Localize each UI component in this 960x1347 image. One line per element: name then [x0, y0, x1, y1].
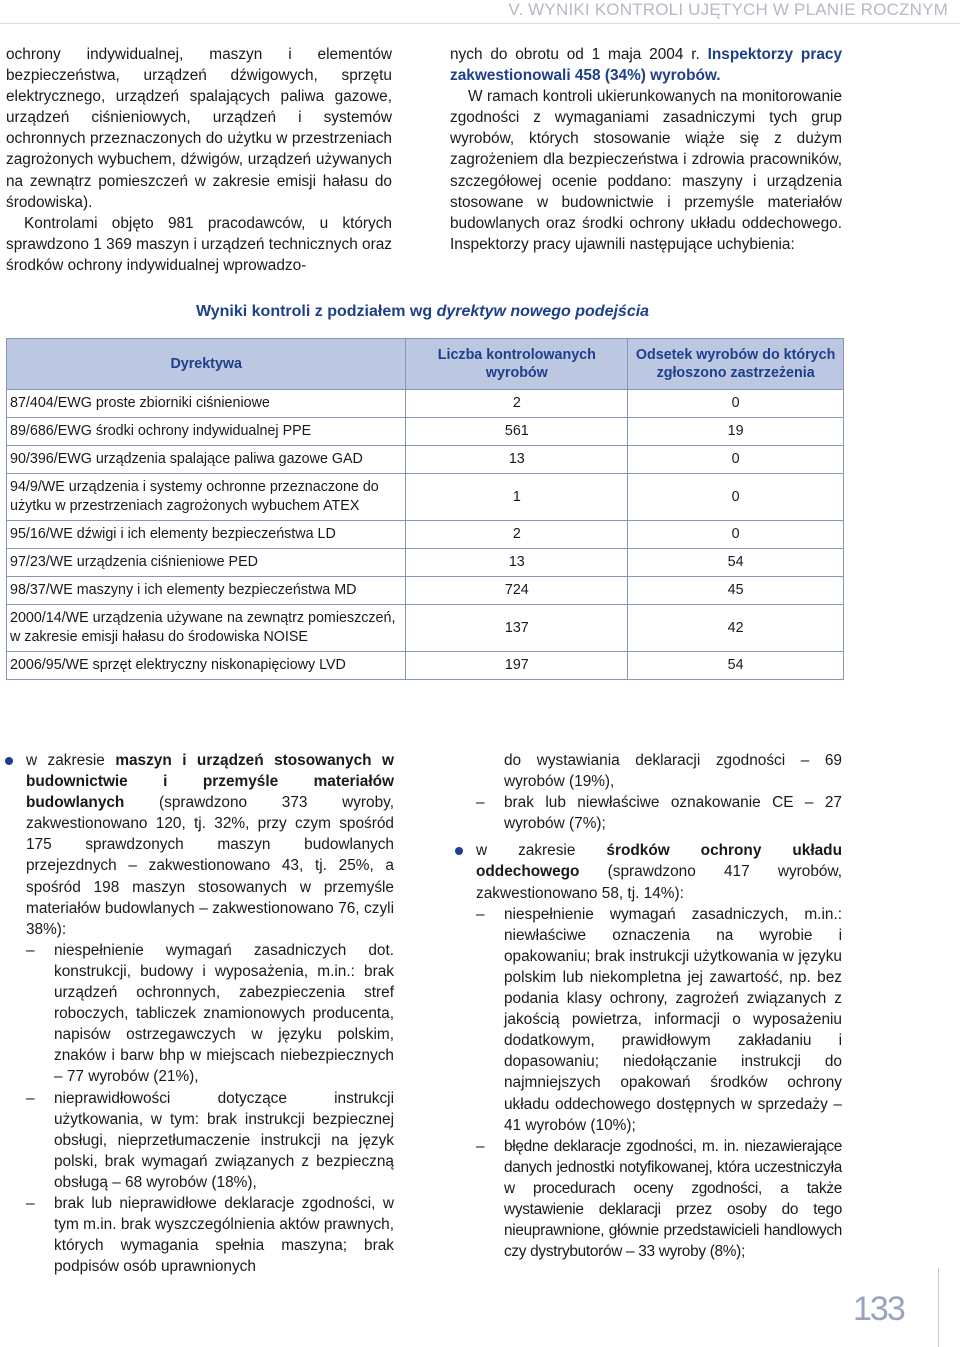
dash-item: – niespełnienie wymagań zasadniczych dot. konstrukcji, budowy i wyposażenia, m.in.: brak urządzeń ochronnych, zabezpieczenia stref roboczych, tabliczek znamionowych producenta, napisów ostrzegawczych w języku polskim, znaków i barw bhp w miejscach niebezpiecznych – 77 wyrobów (21%), [26, 940, 394, 1088]
directive-percent: 0 [628, 474, 844, 521]
bullet-machines-bold: maszyn i urządzeń stosowanych w budownictwie i przemyśle materiałów budowlanych [26, 752, 394, 812]
directive-percent: 0 [628, 521, 844, 549]
machines-dash-list [26, 940, 394, 1278]
directive-name: 2006/95/WE sprzęt elektryczny niskonapięciowy LVD [7, 652, 406, 680]
right-top-para1-bold: Inspektorzy pracy zakwestionowali 458 (34%) wyrobów. [450, 46, 843, 85]
table-title-italic: dyrektyw nowego podejścia [436, 303, 650, 320]
results-table [6, 338, 844, 680]
continuation-text: do wystawiania deklaracji zgodności – 69 wyrobów (19%), [504, 752, 842, 791]
directive-name: 98/37/WE maszyny i ich elementy bezpieczeństwa MD [7, 577, 406, 605]
right-top-para2: W ramach kontroli ukierunkowanych na monitorowanie zgodności z wymaganiami zasadniczymi tych grup wyrobów, których stosowanie wiąże się z dużym zagrożeniem dla bezpieczeństwa i zdrowia pracowników, szczegółowej ocenie poddano: maszyny i urządzenia stosowane w budownictwie i przemyśle materiałów budowlanych oraz środki ochrony układu oddechowego. Inspektorzy pracy ujawnili następujące uchybienia: [450, 88, 842, 253]
table-title [0, 303, 845, 321]
page-number-rule [938, 1268, 939, 1347]
directive-percent: 0 [628, 390, 844, 418]
header-rule [0, 23, 960, 24]
table-row [7, 390, 844, 418]
directive-name: 87/404/EWG proste zbiorniki ciśnieniowe [7, 390, 406, 418]
page-number: 133 [853, 1290, 904, 1328]
directive-percent: 42 [628, 605, 844, 652]
dash-item: – brak lub nieprawidłowe deklaracje zgodności, w tym m.in. brak wyszczególnienia aktów prawnych, których wymagania spełnia maszyna; brak podpisów osób uprawnionych [26, 1193, 394, 1277]
bullet-respiratory [456, 840, 842, 1262]
bullet-machines [6, 750, 394, 1277]
directive-count: 13 [406, 446, 628, 474]
right-bullet-list [456, 840, 842, 1262]
dash-item: – brak lub niewłaściwe oznakowanie CE – 27 wyrobów (7%); [476, 792, 842, 834]
right-top-column [450, 44, 842, 255]
table-row [7, 652, 844, 680]
bullet-respiratory-plain2: (sprawdzono 417 wyrobów, zakwestionowano 58, tj. 14%): [476, 863, 842, 902]
directive-name: 95/16/WE dźwigi i ich elementy bezpieczeństwa LD [7, 521, 406, 549]
directive-count: 2 [406, 521, 628, 549]
left-top-column [6, 44, 392, 276]
directive-name: 2000/14/WE urządzenia używane na zewnątrz pomieszczeń, w zakresie emisji hałasu do środowiska NOISE [7, 605, 406, 652]
directive-name: 94/9/WE urządzenia i systemy ochronne przeznaczone do użytku w przestrzeniach zagrożonych wybuchem ATEX [7, 474, 406, 521]
respiratory-dash-list [476, 904, 842, 1263]
directive-name: 90/396/EWG urządzenia spalające paliwa gazowe GAD [7, 446, 406, 474]
directive-count: 561 [406, 418, 628, 446]
directive-percent: 19 [628, 418, 844, 446]
directive-count: 137 [406, 605, 628, 652]
directive-name: 89/686/EWG środki ochrony indywidualnej PPE [7, 418, 406, 446]
directive-count: 724 [406, 577, 628, 605]
right-top-para1-plain: nych do obrotu od 1 maja 2004 r. [450, 46, 708, 63]
directive-percent: 54 [628, 549, 844, 577]
right-top-para1 [450, 44, 842, 86]
header-directive: Dyrektywa [7, 339, 406, 390]
directive-percent: 45 [628, 577, 844, 605]
bullet-respiratory-plain1: w zakresie [476, 842, 607, 860]
right-dash-list-1 [456, 792, 842, 834]
running-header: V. WYNIKI KONTROLI UJĘTYCH W PLANIE ROCZNYM [508, 0, 948, 19]
bullet-respiratory-bold: środków ochrony układu oddechowego [476, 842, 842, 881]
table-row [7, 474, 844, 521]
table-row [7, 521, 844, 549]
directive-count: 1 [406, 474, 628, 521]
header-count: Liczba kontrolowanych wyrobów [406, 339, 628, 390]
left-bullet-list [6, 750, 394, 1277]
table-row [7, 549, 844, 577]
dash-item: – niespełnienie wymagań zasadniczych, m.in.: niewłaściwe oznaczenia na wyrobie i opakowaniu; brak instrukcji użytkowania w języku polskim lub niekompletna jej zawartość, np. bez podania klasy ochrony, zagrożeń związanych z jakością powietrza, informacji o wyposażeniu dodatkowym, prawidłowym zakładaniu i dopasowaniu; niedołączanie instrukcji do najmniejszych opakowań środków ochrony układu oddechowego dostępnych w sprzedaży – 41 wyrobów (10%); [476, 904, 842, 1136]
table-title-plain: Wyniki kontroli z podziałem wg [195, 303, 437, 320]
header-percent: Odsetek wyrobów do których zgłoszono zastrzeżenia [628, 339, 844, 390]
right-bottom-column [456, 750, 842, 1262]
directive-count: 13 [406, 549, 628, 577]
dash-item: – błędne deklaracje zgodności, m. in. niezawierające danych jednostki notyfikowanej, która uczestniczyła w procedurach oceny zgodności, a także wystawienie deklaracji przez osoby do tego nieuprawnione, głównie przedstawicieli handlowych czy dystrybutorów – 33 wyroby (8%); [476, 1136, 842, 1263]
directive-count: 2 [406, 390, 628, 418]
left-top-para2: Kontrolami objęto 981 pracodawców, u których sprawdzono 1 369 maszyn i urządzeń technicznych oraz środków ochrony indywidualnej wprowadzo- [6, 214, 392, 274]
left-bottom-column [6, 750, 394, 1277]
table-row [7, 446, 844, 474]
directive-name: 97/23/WE urządzenia ciśnieniowe PED [7, 549, 406, 577]
table-row [7, 577, 844, 605]
table-header-row [7, 339, 844, 390]
table-row [7, 605, 844, 652]
directive-percent: 0 [628, 446, 844, 474]
directive-count: 197 [406, 652, 628, 680]
bullet-machines-plain1: w zakresie [26, 752, 116, 769]
directive-percent: 54 [628, 652, 844, 680]
left-top-para1: ochrony indywidualnej, maszyn i elementów bezpieczeństwa, urządzeń dźwigowych, sprzętu elektrycznego, urządzeń spalających paliwa gazowe, urządzeń ciśnieniowych, urządzeń i systemów ochronnych przeznaczonych do użytku w przestrzeniach zagrożonych wybuchem, dźwigów, urządzeń używanych na zewnątrz pomieszczeń w zakresie emisji hałasu do środowiska). [6, 46, 392, 211]
dash-item: – nieprawidłowości dotyczące instrukcji użytkowania, w tym: brak instrukcji bezpiecznej obsługi, nieprzetłumaczenie instrukcji na język polski, brak wymagań związanych z bezpieczną obsługą – 68 wyrobów (18%), [26, 1088, 394, 1193]
bullet-machines-plain2: (sprawdzono 373 wyroby, zakwestionowano 120, tj. 32%, przy czym spośród 175 sprawdzonych maszyn budowlanych przejezdnych – zakwestionowano 43, tj. 25%, a spośród 198 maszyn stosowanych w przemyśle materiałów budowlanych – zakwestionowano 76, czyli 38%): [26, 794, 394, 938]
table-row [7, 418, 844, 446]
